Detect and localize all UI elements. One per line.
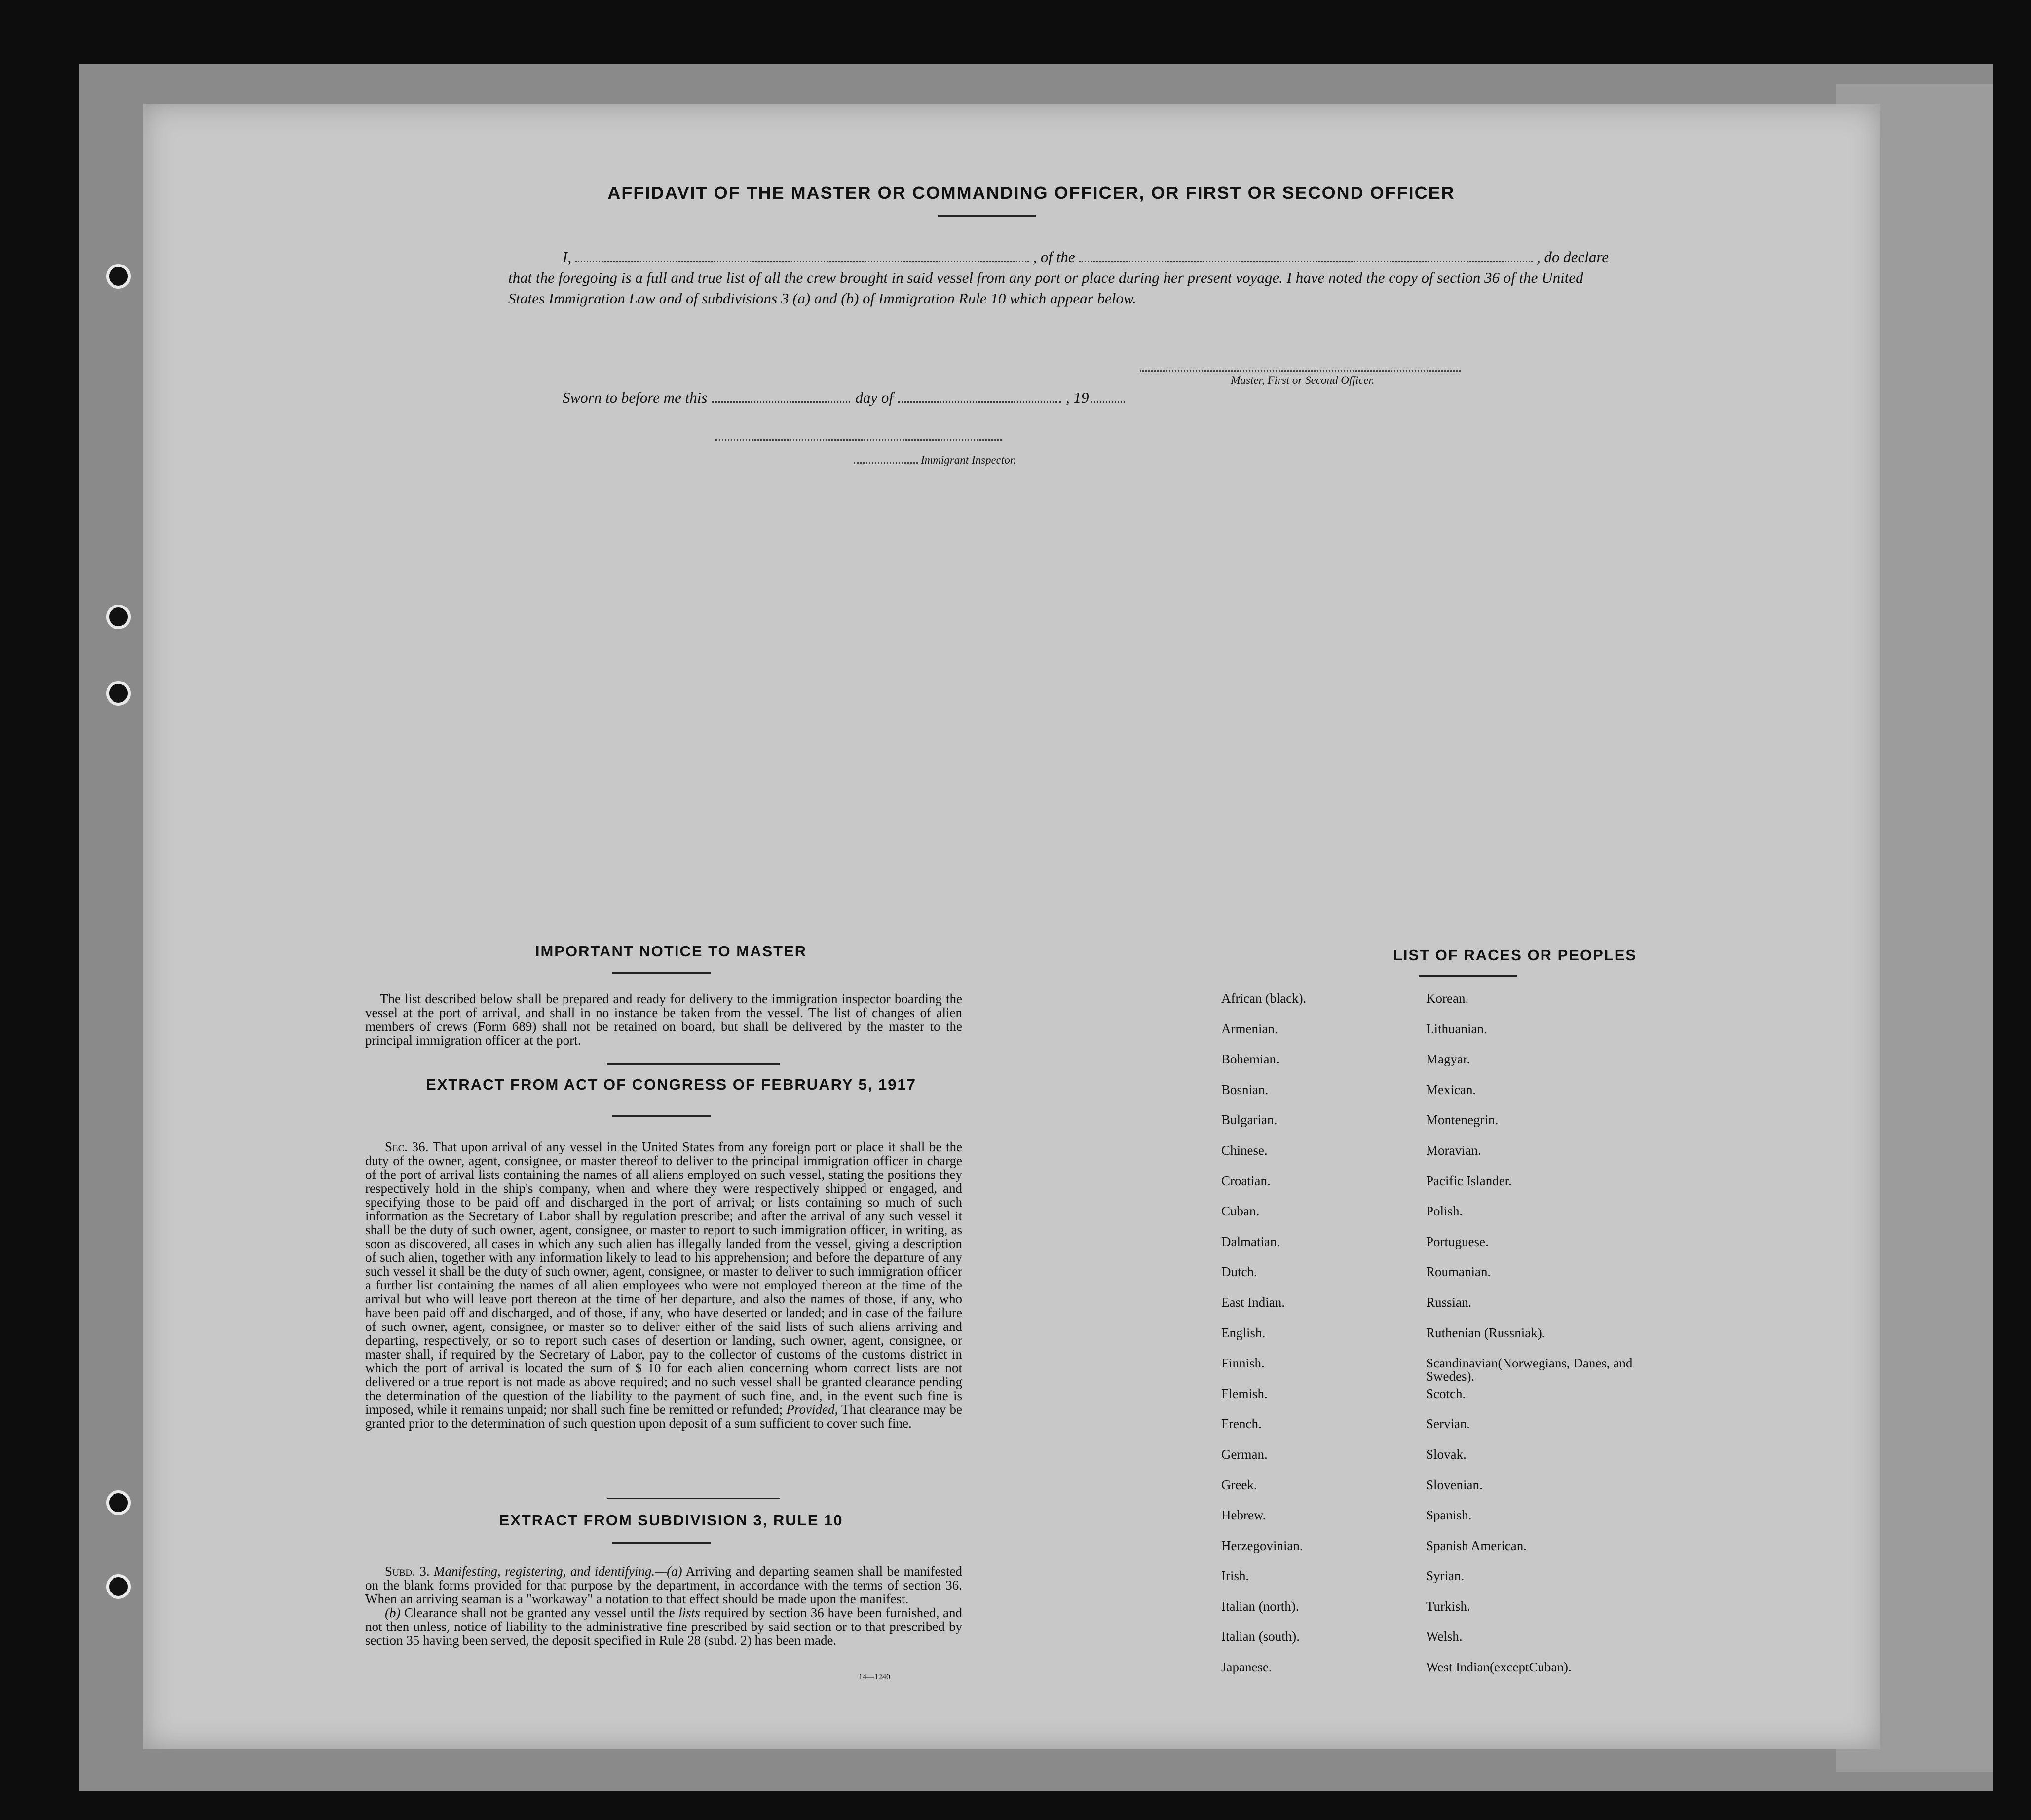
races-list (1221, 992, 1665, 1691)
section-label: Sec. 36. (385, 1139, 429, 1154)
section-text-2: That clearance may be granted prior to the determination of such question upon deposit of a sum sufficient to cover such fine. (365, 1402, 963, 1431)
race-item: Moravian. (1426, 1142, 1481, 1158)
race-item: Polish. (1426, 1204, 1463, 1219)
race-item: Slovak. (1426, 1446, 1467, 1462)
race-item: Mexican. (1426, 1082, 1476, 1097)
race-item: Bohemian. (1221, 1052, 1279, 1067)
race-item: Italian (north). (1221, 1598, 1299, 1614)
race-item: Hebrew. (1221, 1508, 1266, 1523)
race-item: Japanese. (1221, 1660, 1272, 1675)
sworn-text-c: , 19 (1065, 389, 1089, 406)
declaration-start: I, (563, 248, 572, 265)
inspector-blank (715, 439, 1002, 441)
form-number: 14—1240 (859, 1673, 890, 1681)
subd-label: Subd. 3. (385, 1564, 430, 1579)
race-item: Cuban. (1221, 1204, 1260, 1219)
race-item: Spanish. (1426, 1508, 1472, 1523)
title-rule (612, 972, 711, 974)
declaration-end: , do declare (1536, 248, 1609, 265)
race-item: Chinese. (1221, 1142, 1268, 1158)
subdivision-text (365, 1564, 962, 1647)
separator-rule (607, 1498, 780, 1499)
affidavit-body (508, 247, 1609, 309)
race-item: Scotch. (1426, 1386, 1466, 1401)
race-item: Servian. (1426, 1416, 1470, 1432)
race-item: Dalmatian. (1221, 1234, 1280, 1249)
race-item: Italian (south). (1221, 1629, 1300, 1644)
binder-hole (106, 605, 131, 629)
race-item: Turkish. (1426, 1598, 1470, 1614)
race-item: Syrian. (1426, 1568, 1465, 1584)
race-item: East Indian. (1221, 1294, 1285, 1310)
inspector-dots (854, 462, 918, 464)
sworn-text-a: Sworn to before me this (563, 389, 708, 406)
race-item: English. (1221, 1325, 1266, 1340)
month-blank (898, 389, 1061, 403)
race-item: Bulgarian. (1221, 1112, 1278, 1128)
title-rule (612, 1115, 711, 1117)
race-item: Scandinavian(Norwegians, Danes, and Swedes). (1426, 1356, 1633, 1384)
day-blank (712, 389, 850, 403)
subd-b-label: (b) (385, 1605, 401, 1620)
binder-hole (106, 681, 131, 706)
notice-text: The list described below shall be prepared and ready for delivery to the immigration inspector boarding the vessel at the port of arrival, and shall in no instance be taken from the vessel. The list of changes of alien members of crews (Form 689) shall not be retained on board, but shall be delivered by the master to the principal immigration officer at the port. (365, 991, 962, 1048)
race-item: Herzegovinian. (1221, 1538, 1303, 1553)
section-text-1: That upon arrival of any vessel in the United States from any foreign port or place it shall be the duty of the owner, agent, consignee, or master thereof to deliver to the principal immigration officer in charge of the port of arrival lists containing the names of all aliens employed on such vessel, stating the positions they respectively hold in the ship's company, when and where they were respectively shipped or engaged, and specifying those to be paid off and discharged in the port of arrival; or lists containing so much of such information as the Secretary of Labor shall by regulation prescribe; and after the arrival of any such vessel it shall be the duty of such owner, agent, consignee, or master to report to such immigration officer, in writing, as soon as discovered, all cases in which any such alien has illegally landed from the vessel, giving a description of such alien, together with any information likely to lead to his apprehension; and before the departure of any such vessel it shall be the duty of such owner, agent, consignee, or master to deliver to such immigration officer a further list containing the names of all alien employees who were not employed thereon at the time of the arrival but who will leave port thereon at the time of her departure, and also the names of those, if any, who have been paid off and discharged, and of those, if any, who have deserted or landed; and in case of the failure of such owner, agent, consignee, or master so to deliver either of the said lists of such aliens arriving and departing, respectively, or so to report such cases of desertion or landing, such owner, agent, consignee, or master shall, if required by the Secretary of Labor, pay to the collector of customs of the customs district in which the port of arrival is located the sum of $ 10 for each alien concerning whom correct lists are not delivered or a true report is not made as above required; and no such vessel shall be granted clearance pending the determination of the question of the liability to the payment of such fine, and, in the event such fine is imposed, while it remains unpaid; nor shall such fine be remitted or refunded; (365, 1139, 962, 1417)
sworn-line (563, 389, 1214, 407)
race-item: Pacific Islander. (1426, 1173, 1512, 1188)
title-rule (1419, 975, 1517, 977)
declaration-line (563, 247, 1609, 267)
race-item: Bosnian. (1221, 1082, 1269, 1097)
affidavit-title: AFFIDAVIT OF THE MASTER OR COMMANDING OFFICER, OR FIRST OR SECOND OFFICER (607, 183, 1455, 203)
lists-word: lists (678, 1605, 700, 1620)
races-title: LIST OF RACES OR PEOPLES (1392, 947, 1637, 964)
race-item: Welsh. (1426, 1629, 1463, 1644)
title-rule (938, 215, 1036, 217)
race-item: Irish. (1221, 1568, 1249, 1584)
race-item: Portuguese. (1426, 1234, 1489, 1249)
binder-hole (106, 1490, 131, 1515)
race-item: Magyar. (1426, 1052, 1470, 1067)
subd-heading: Manifesting, registering, and identifying.—(a) (434, 1564, 682, 1579)
subd-text-b2: required by section 36 have been furnished, and not then unless, notice of liability to the administrative fine prescribed by said section or to that prescribed by section 35 having been served, the deposit specified in Rule 28 (subd. 2) has been made. (365, 1605, 963, 1648)
race-item: Ruthenian (Russniak). (1426, 1325, 1545, 1340)
manifest-page (143, 104, 1880, 1749)
signature-blank (1140, 370, 1461, 372)
race-item: Spanish American. (1426, 1538, 1527, 1553)
subd-text-b1: Clearance shall not be granted any vessel until the (404, 1605, 675, 1620)
race-item: Croatian. (1221, 1173, 1271, 1188)
race-item: Slovenian. (1426, 1477, 1483, 1492)
title-rule (612, 1542, 711, 1544)
section-36-text (365, 1140, 962, 1430)
declaration-mid: , of the (1033, 248, 1075, 265)
signature-label: Master, First or Second Officer. (1231, 374, 1375, 386)
race-item: French. (1221, 1416, 1262, 1432)
race-item: Lithuanian. (1426, 1021, 1487, 1036)
race-item: Roumanian. (1426, 1264, 1491, 1280)
race-item: Korean. (1426, 991, 1469, 1006)
race-item: Russian. (1426, 1294, 1472, 1310)
separator-rule (607, 1063, 780, 1065)
name-blank (575, 248, 1029, 262)
binder-hole (106, 264, 131, 289)
provided-word: Provided, (786, 1402, 838, 1417)
subdivision-title: EXTRACT FROM SUBDIVISION 3, RULE 10 (499, 1512, 843, 1529)
race-item: Finnish. (1221, 1356, 1265, 1371)
binder-hole (106, 1574, 131, 1599)
race-item: West Indian(exceptCuban). (1426, 1660, 1572, 1675)
inspector-label-row (854, 454, 1016, 467)
subd-b-paragraph (365, 1606, 962, 1647)
inspector-label: Immigrant Inspector. (921, 454, 1016, 466)
race-item: Dutch. (1221, 1264, 1257, 1280)
year-blank (1091, 389, 1125, 403)
vessel-blank (1079, 248, 1533, 262)
race-item: Greek. (1221, 1477, 1257, 1492)
sworn-text-b: day of (855, 389, 893, 406)
race-item: Montenegrin. (1426, 1112, 1499, 1128)
race-item: German. (1221, 1446, 1268, 1462)
race-item: African (black). (1221, 991, 1307, 1006)
subd-text-a: Arriving and departing seamen shall be manifested on the blank forms provided for that purpose by the department, in accordance with the terms of section 36. When an arriving seaman is a "workaway" a notation to that effect should be made upon the manifest. (365, 1564, 962, 1606)
notice-title: IMPORTANT NOTICE TO MASTER (535, 943, 807, 960)
race-item: Armenian. (1221, 1021, 1278, 1036)
act-title: EXTRACT FROM ACT OF CONGRESS OF FEBRUARY 5, 1917 (426, 1076, 916, 1093)
race-item: Flemish. (1221, 1386, 1268, 1401)
declaration-text: that the foregoing is a full and true list of all the crew brought in said vessel from any port or place during her present voyage. I have noted the copy of section 36 of the United States Immigration Law and of subdivisions 3 (a) and (b) of Immigration Rule 10 which appear below. (508, 269, 1583, 307)
